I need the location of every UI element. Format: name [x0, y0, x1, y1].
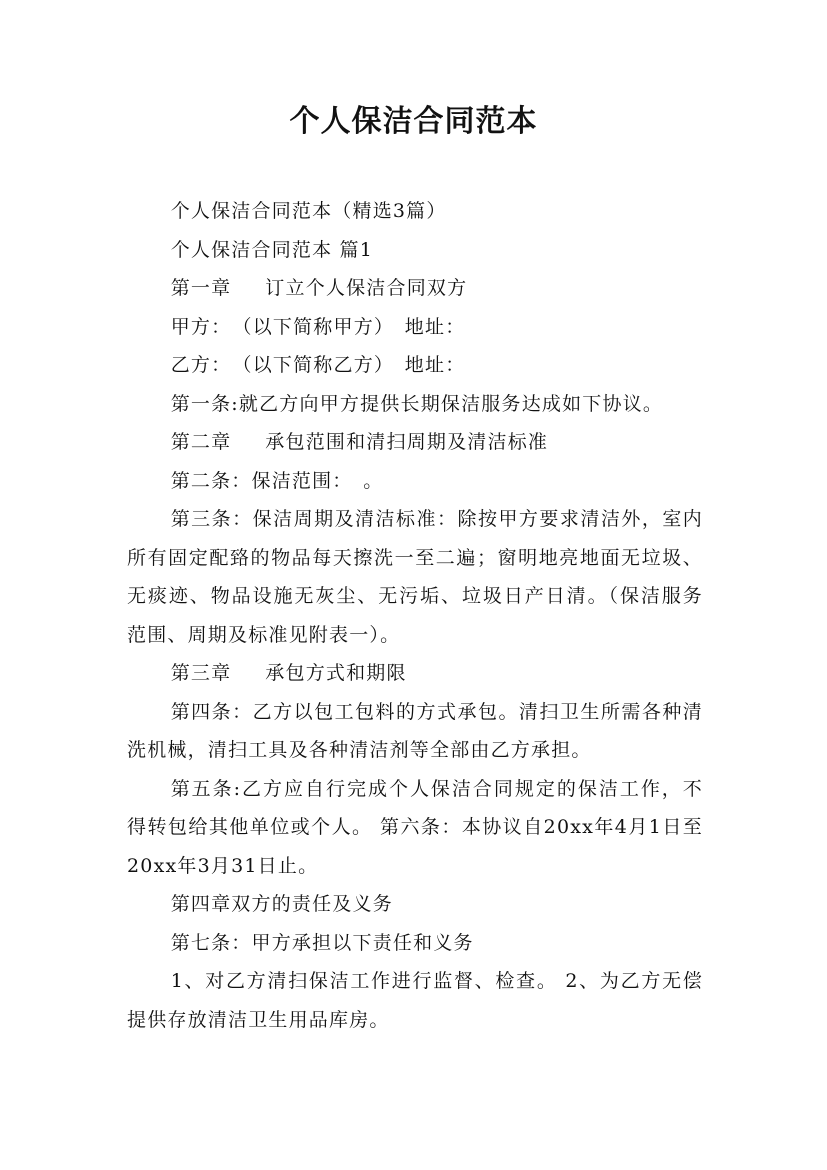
chapter-number: 第三章 — [170, 662, 232, 684]
paragraph: 第五条:乙方应自行完成个人保洁合同规定的保洁工作，不得转包给其他单位或个人。 第六条：本协议自20xx年4月1日至20xx年3月31日止。 — [127, 777, 703, 877]
paragraph: 第七条：甲方承担以下责任和义务 — [170, 931, 474, 954]
document-body — [127, 192, 703, 1039]
paragraph: 第三条：保洁周期及清洁标准：除按甲方要求清洁外，室内所有固定配臵的物品每天擦洗一至二遍；窗明地亮地面无垃圾、无痰迹、物品设施无灰尘、无污垢、垃圾日产日清。（保洁服务范围、周期及标准见附表一）。 — [127, 508, 703, 646]
paragraph: 乙方： （以下简称乙方） 地址： — [170, 354, 466, 376]
document-title: 个人保洁合同范本 — [289, 104, 538, 139]
chapter-heading — [127, 654, 703, 693]
chapter-number: 第一章 — [170, 277, 232, 299]
chapter-heading — [127, 269, 703, 308]
chapter-heading — [127, 423, 703, 462]
paragraph: 第二条：保洁范围： 。 — [170, 469, 384, 492]
paragraph: 甲方： （以下简称甲方） 地址： — [170, 315, 466, 338]
paragraph: 个人保洁合同范本 篇1 — [170, 238, 374, 261]
paragraph: 第一条:就乙方向甲方提供长期保洁服务达成如下协议。 — [170, 392, 664, 415]
paragraph: 个人保洁合同范本（精选3篇） — [170, 200, 447, 222]
chapter-heading: 第四章双方的责任及义务 — [170, 893, 393, 915]
paragraph: 1、对乙方清扫保洁工作进行监督、检查。 2、为乙方无偿提供存放清洁卫生用品库房。 — [127, 970, 703, 1031]
chapter-title: 承包方式和期限 — [265, 662, 407, 684]
chapter-title: 承包范围和清扫周期及清洁标准 — [265, 431, 549, 453]
chapter-title: 订立个人保洁合同双方 — [265, 277, 468, 299]
paragraph: 第四条：乙方以包工包料的方式承包。清扫卫生所需各种清洗机械，清扫工具及各种清洁剂等全部由乙方承担。 — [127, 700, 703, 761]
chapter-number: 第二章 — [170, 431, 232, 453]
